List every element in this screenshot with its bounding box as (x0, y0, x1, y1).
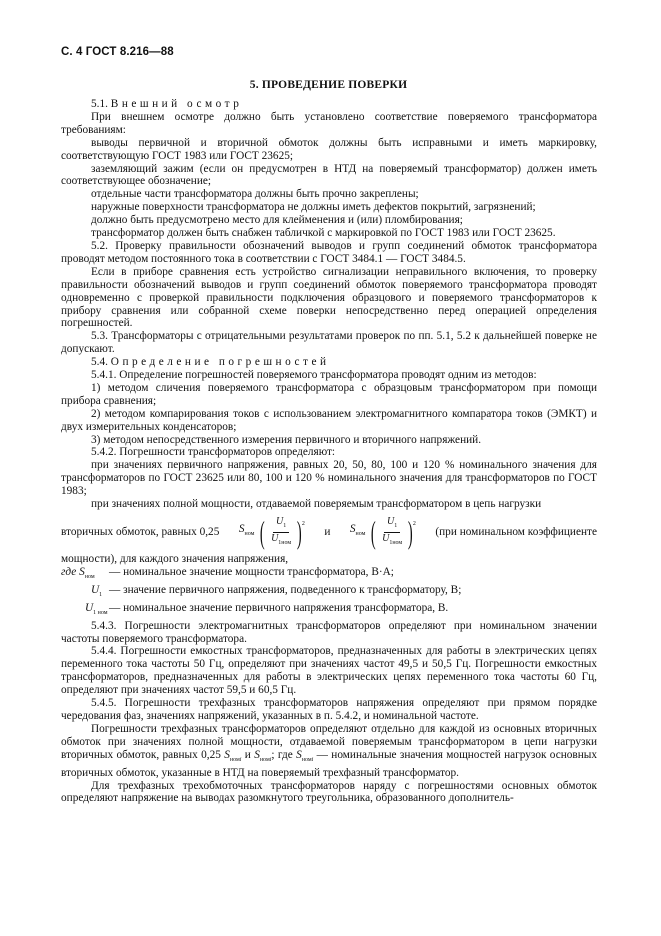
formula-after: мощности), для каждого значения напряжения, (61, 553, 289, 565)
list-item: 1) методом сличения поверяемого трансформатора с образцовым трансформатором при помощи прибора сравнения; (61, 381, 597, 407)
clause-5-4-2-voltage: при значениях первичного напряжения, равных 20, 50, 80, 100 и 120 % номинального значения для трансформаторов по ГОСТ 23625 или 80, 100 и 120 % номинального значения для трансформаторов по ГОСТ 1983; (61, 459, 597, 498)
list-item: трансформатор должен быть снабжен табличкой с маркировкой по ГОСТ 1983 или ГОСТ 23625. (91, 227, 556, 240)
clause-5-1-intro: При внешнем осмотре должно быть установлено соответствие поверяемого трансформатора требованиям: (61, 110, 597, 136)
clause-5-4-4: 5.4.4. Погрешности емкостных трансформаторов, предназначенных для работы в электрических цепях переменного тока частоты 50 Гц, определяют при значениях частот 49,5 и 50,5 Гц. Погрешности емкостных трансформаторов, предназначенных для работы в электрических цепях переменного тока частоты 60 Гц, определяют при значениях частот 59,5 и 60,5 Гц. (61, 645, 597, 697)
formula-tail: (при номинальном коэффициенте (435, 525, 597, 538)
clause-5-4-2-power: при значениях полной мощности, отдаваемой поверяемым трансформатором в цепь нагрузки (91, 498, 542, 511)
clause-5-4-heading: 5.4. Определение погрешностей (91, 356, 330, 369)
clause-5-4-title: Определение погрешностей (110, 356, 330, 369)
fraction: $\frac{U_1}{U_{1ном}}$ (271, 515, 292, 546)
clause-5-2-continuation: Если в приборе сравнения есть устройство сигнализации неправильного включения, то проверку правильности обозначений выводов и групп соединений обмоток поверяемого трансформатора проводят одновременно с проверкой правильности подключения образцового и поверяемого трансформаторов к прибору сравнения или собранной схеме поверки непосредственно перед операцией определения погрешностей. (61, 265, 597, 330)
clause-5-4-3: 5.4.3. Погрешности электромагнитных трансформаторов определяют при номинальном значении частоты поверяемого трансформатора. (61, 619, 597, 645)
list-item: наружные поверхности трансформатора не должны иметь дефектов покрытий, загрязнений; (91, 201, 536, 214)
definition-row: где $S_{ном}$ — номинальное значение мощности трансформатора, В·А; (61, 565, 394, 580)
clause-5-1-heading: 5.1. Внешний осмотр (91, 98, 243, 110)
page-header: С. 4 ГОСТ 8.216—88 (61, 46, 174, 58)
clause-5-4-2: 5.4.2. Погрешности трансформаторов определяют: (91, 446, 336, 459)
clause-5-4-5: 5.4.5. Погрешности трехфазных трансформаторов напряжения определяют при прямом порядке чередования фаз, значениях напряжений, указанных в п. 5.4.2, и номинальной частоте. (61, 697, 597, 722)
list-item: отдельные части трансформатора должны быть прочно закреплены; (91, 188, 419, 201)
list-item: 2) методом компарирования токов с использованием электромагнитного компаратора токов (ЭМКТ) и двух измерительных конденсаторов; (61, 407, 597, 433)
clause-5-3: 5.3. Трансформаторы с отрицательными результатами проверок по пп. 5.1, 5.2 к дальнейшей поверке не допускают. (61, 330, 597, 356)
definition-row: $U_{1 ном}$ — номинальное значение первичного напряжения трансформатора, В. (85, 601, 449, 616)
fraction: $\frac{U_1}{U_{1ном}}$ (382, 515, 403, 546)
document-body (61, 98, 597, 805)
clause-5-4-1: 5.4.1. Определение погрешностей поверяемого трансформатора проводят одним из методов: (91, 369, 537, 382)
clause-5-4-5-three-winding: Для трехфазных трехобмоточных трансформаторов наряду с погрешностями основных обмоток определяют напряжение на выводах разомкнутого треугольника, образованного дополнитель- (61, 779, 597, 805)
clause-5-2: 5.2. Проверку правильности обозначений выводов и групп соединений обмоток трансформатора проводят методом постоянного тока в соответствии с ГОСТ 3484.1 — ГОСТ 3484.5. (61, 239, 597, 265)
section-title: 5. ПРОВЕДЕНИЕ ПОВЕРКИ (249, 79, 408, 91)
list-item: выводы первичной и вторичной обмоток должны быть исправными и иметь маркировку, соответствующую ГОСТ 1983 или ГОСТ 23625; (61, 136, 597, 162)
list-item: 3) методом непосредственного измерения первичного и вторичного напряжений. (91, 433, 482, 446)
clause-5-4-5-three-phase: Погрешности трехфазных трансформаторов определяют отдельно для каждой из основных вторичных обмоток при значениях полной мощности, отдаваемой поверяемым трансформатором в цепи нагрузки вторичных обмоток, равных 0,25 $S_{номi}$ и $S_{номi}$; где $S_{номi}$ — номинальные значения мощностей нагрузок основных вторичных обмоток, указанные в НТД на поверяемый трехфазный трансформатор. (61, 722, 598, 779)
definition-row: $U_1$ — значение первичного напряжения, подведенного к трансформатору, В; (91, 583, 462, 598)
definitions (61, 566, 597, 620)
formula-term-2: $S_{ном}$ ( $\frac{U_1}{U_{1ном}}$ ) 2 (349, 514, 416, 550)
power-formula: вторичных обмоток, равных 0,25 $S_{ном}$ ( $\frac{U_1}{U_{1ном}}$ ) 2 и $S_{ном}$ ( $\frac{U_1}{U_{1ном}}$ ) 2 (при номинальном коэффициенте (61, 514, 597, 550)
formula-term-1: $S_{ном}$ ( $\frac{U_1}{U_{1ном}}$ ) 2 (238, 514, 305, 550)
clause-5-1-title: Внешний осмотр (110, 98, 243, 110)
list-item: должно быть предусмотрено место для клейменения и (или) пломбирования; (91, 214, 463, 227)
list-item: заземляющий зажим (если он предусмотрен в НТД на поверяемый трансформатор) должен иметь соответствующее обозначение; (61, 162, 597, 188)
formula-lead: вторичных обмоток, равных 0,25 (61, 525, 220, 538)
